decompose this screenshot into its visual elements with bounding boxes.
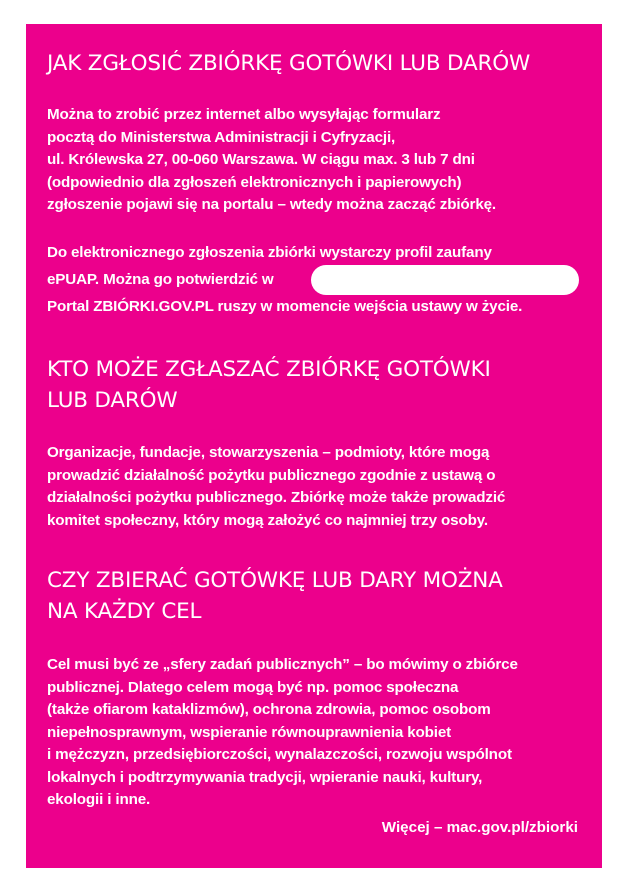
section-paragraph-any-purpose: [47, 654, 587, 812]
heading-line: KTO MOŻE ZGŁASZAĆ ZBIÓRKĘ GOTÓWKI: [47, 357, 491, 382]
section-heading-any-purpose: [47, 565, 587, 627]
section-heading-who-can-register: [47, 354, 587, 416]
text-line: (odpowiednio dla zgłoszeń elektronicznych i papierowych): [47, 173, 462, 191]
text-line: (także ofiarom kataklizmów), ochrona zdrowia, pomoc osobom: [47, 701, 491, 718]
section-heading-how-to-register: JAK ZGŁOSIĆ ZBIÓRKĘ GOTÓWKI LUB DARÓW: [47, 51, 531, 76]
text-line: prowadzić działalność pożytku publicznego zgodnie z ustawą o: [47, 466, 496, 484]
text-line: działalności pożytku publicznego. Zbiórkę może także prowadzić: [47, 489, 506, 506]
text-line: komitet społeczny, który mogą założyć co najmniej trzy osoby.: [47, 511, 488, 529]
heading-line: NA KAŻDY CEL: [47, 599, 202, 624]
redacted-field: [311, 265, 579, 295]
text-line: Cel musi być ze „sfery zadań publicznych” – bo mówimy o zbiórce: [47, 656, 518, 673]
text-line: zgłoszenie pojawi się na portalu – wtedy można zacząć zbiórkę.: [47, 196, 496, 213]
text-line: i mężczyzn, przedsiębiorczości, wynalazczości, rozwoju wspólnot: [47, 746, 512, 763]
info-poster: [26, 24, 602, 868]
heading-line: LUB DARÓW: [47, 388, 178, 413]
text-line: ekologii i inne.: [47, 791, 151, 808]
text-line: niepełnosprawnym, wspieranie równouprawnienia kobiet: [47, 723, 452, 741]
text-line: Portal ZBIÓRKI.GOV.PL ruszy w momencie wejścia ustawy w życie.: [47, 298, 523, 315]
text-line: lokalnych i podtrzymywania tradycji, wpieranie nauki, kultury,: [47, 768, 483, 786]
text-line: ePUAP. Można go potwierdzić w: [47, 270, 274, 288]
text-line: ul. Królewska 27, 00-060 Warszawa. W ciągu max. 3 lub 7 dni: [47, 151, 475, 168]
heading-line: CZY ZBIERAĆ GOTÓWKĘ LUB DARY MOŻNA: [47, 568, 503, 593]
more-info-link[interactable]: Więcej – mac.gov.pl/zbiorki: [381, 819, 578, 836]
text-line: Do elektronicznego zgłoszenia zbiórki wystarczy profil zaufany: [47, 244, 492, 261]
text-line: pocztą do Ministerstwa Administracji i Cyfryzacji,: [47, 128, 396, 146]
text-line: Organizacje, fundacje, stowarzyszenia – podmioty, które mogą: [47, 444, 490, 461]
section-paragraph-who-can-register: [47, 442, 587, 532]
section-paragraph-how-to-register: [47, 104, 587, 217]
text-line: Można to zrobić przez internet albo wysyłając formularz: [47, 106, 441, 123]
text-line: publicznej. Dlatego celem mogą być np. pomoc społeczna: [47, 678, 459, 696]
